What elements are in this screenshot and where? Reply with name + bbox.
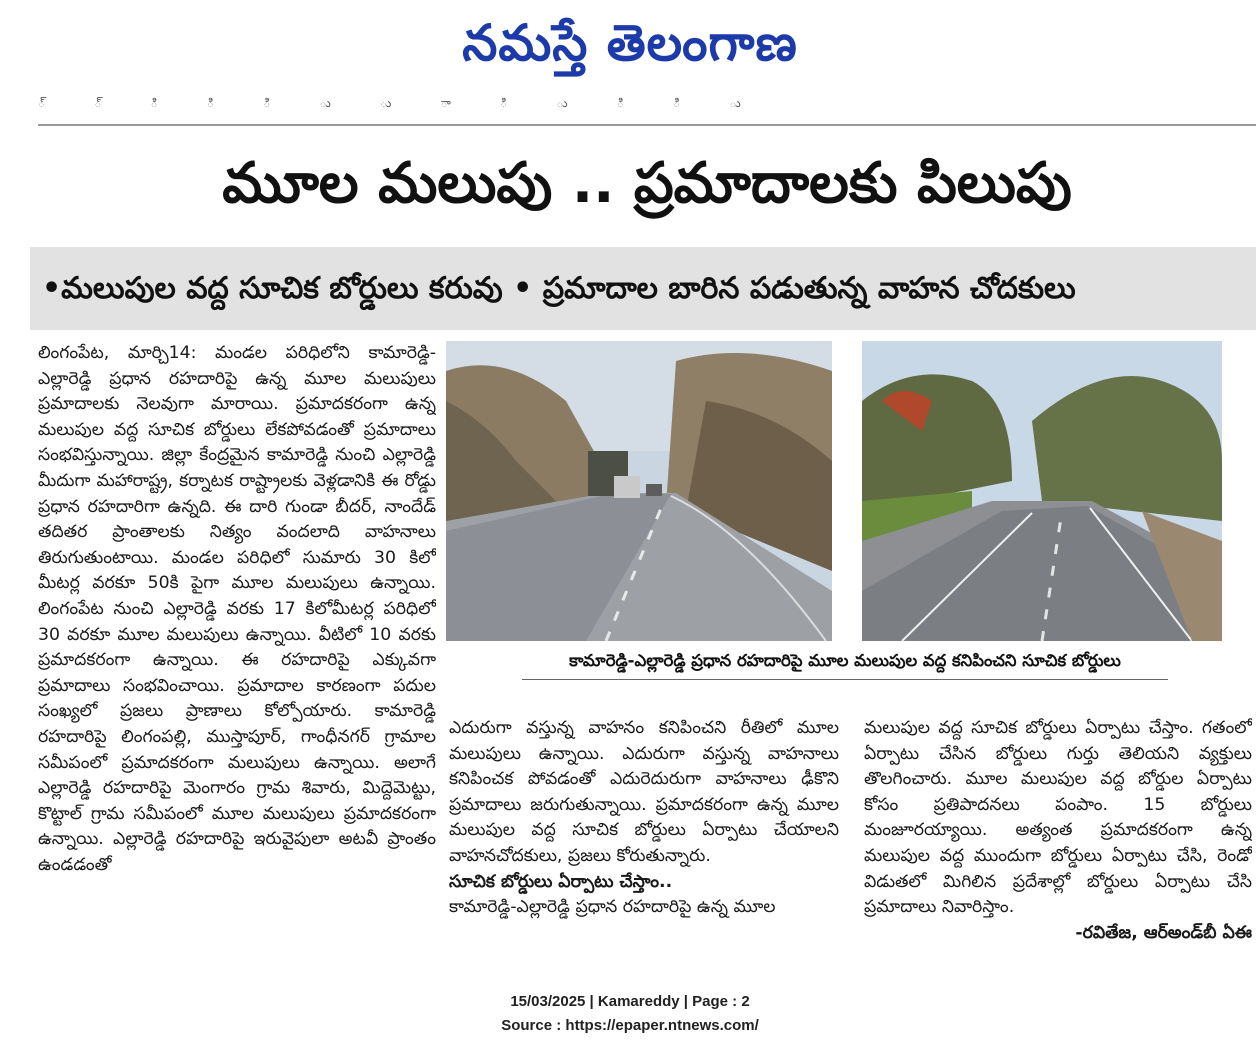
article-column-2 [449,716,839,941]
article-subheadline: •మలుపుల వద్ద సూచిక బోర్డులు కరువు • ప్రమాదాల బారిన పడుతున్న వాహన చోదకులు [42,271,1076,306]
photo-caption: కామారెడ్డి-ఎల్లారెడ్డి ప్రధాన రహదారిపై మూల మలుపుల వద్ద కనిపించని సూచిక బోర్డులు [522,643,1168,680]
subheadline-bar [30,247,1256,330]
column-2-text: ఎదురుగా వస్తున్న వాహనం కనిపించని రీతిలో మూల మలుపులు ఉన్నాయి. ఎదురుగా వస్తున్న వాహనాలు కనిపించక పోవడంతో ఎదురెదురుగా వాహనాలు ఢీకొని ప్రమాదాలు జరుగుతున్నాయి. ప్రమాదకరంగా ఉన్న మూల మలుపుల వద్ద సూచిక బోర్డులు ఏర్పాటు చేయాలని వాహనచోదకులు, ప్రజలు కోరుతున్నారు. [449,718,839,866]
road-photo-right [862,341,1222,641]
header-divider [38,124,1256,126]
article-headline: మూల మలుపు .. ప్రమాదాలకు పిలుపు [222,151,1072,216]
road-photo-left [446,341,832,641]
article-column-3 [864,716,1252,941]
newspaper-masthead: నమస్తే తెలంగాణ [462,14,798,72]
column-2-subhead: సూచిక బోర్డులు ఏర్పాటు చేస్తాం.. [449,871,673,892]
road-photo-right-image [862,341,1222,641]
road-photo-left-image [446,341,832,641]
footer-date-page: 15/03/2025 | Kamareddy | Page : 2 [510,993,750,1010]
page-footer [0,990,1260,1038]
column-2-text-after: కామారెడ్డి-ఎల్లారెడ్డి ప్రధాన రహదారిపై ఉన్న మూల [449,897,776,918]
cut-off-text-line: ్ ్ ి ి ి ు ు ా ి ు ి ి ు [38,96,787,110]
column-1-text: లింగంపేట, మార్చి14: మండల పరిధిలోని కామారెడ్డి-ఎల్లారెడ్డి ప్రధాన రహదారిపై ఉన్న మూల మలుపులు ప్రమాదాలకు నెలవుగా మారాయి. ప్రమాదకరంగా ఉన్న మలుపుల వద్ద సూచిక బోర్డులు లేకపోవడంతో ప్రమాదాలు సంభవిస్తున్నాయి. జిల్లా కేంద్రమైన కామారెడ్డి నుంచి ఎల్లారెడ్డి మీదుగా మహారాష్ట్ర, కర్నాటక రాష్ట్రాలకు వెళ్లడానికి ఈ రోడ్డు ప్రధాన రహదారిగా ఉన్నది. ఈ దారి గుండా బీదర్, నాందేడ్ తదితర ప్రాంతాలకు నిత్యం వందలాది వాహనాలు తిరుగుతుంటాయి. మండల పరిధిలో సుమారు 30 కిలో మీటర్ల వరకూ 50కి పైగా మూల మలుపులు ఉన్నాయి. లింగంపేట నుంచి ఎల్లారెడ్డి వరకు 17 కిలోమీటర్ల పరిధిలో 30 వరకూ మూల మలుపులు ఉన్నాయి. వీటిలో 10 వరకు ప్రమాదకరంగా ఉన్నాయి. ఈ రహదారిపై ఎక్కువగా ప్రమాదాలు సంభవించాయి. ప్రమాదాల కారణంగా పదుల సంఖ్యలో ప్రజలు ప్రాణాలు కోల్పోయారు. కామారెడ్డి రహదారిపై లింగంపల్లి, ముస్తాపూర్, గాంధీనగర్ గ్రామాల సమీపంలో ప్రమాదకరంగా మలుపులు ఉన్నాయి. అలాగే ఎల్లారెడ్డి రహదారిపై మెంగారం గ్రామ శివారు, మిద్దెమెట్టు, కొట్టాల్ గ్రామ సమీపంలో మూల మలుపులు ప్రమాదకరంగా ఉన్నాయి. ఎల్లారెడ్డి రహదారిపై ఇరువైపులా అటవీ ప్రాంతం ఉండడంతో [38,343,436,875]
footer-source-link[interactable]: Source : https://epaper.ntnews.com/ [501,1017,759,1034]
column-3-text: మలుపుల వద్ద సూచిక బోర్డులు ఏర్పాటు చేస్తాం. గతంలో ఏర్పాటు చేసిన బోర్డులు గుర్తు తెలియని వ్యక్తులు తొలగించారు. మూల మలుపుల వద్ద బోర్డుల ఏర్పాటు కోసం ప్రతిపాదనలు పంపాం. 15 బోర్డులు మంజూరయ్యాయి. అత్యంత ప్రమాదకరంగా ఉన్న మలుపుల వద్ద ముందుగా బోర్డులు ఏర్పాటు చేసి, రెండో విడుతలో మిగిలిన ప్రదేశాల్లో బోర్డులు ఏర్పాటు చేసి ప్రమాదాలు నివారిస్తాం. [864,718,1252,918]
column-3-signature: -రవితేజ, ఆర్అండ్‌బీ ఏఈ [1075,922,1252,941]
article-column-1 [38,341,436,937]
